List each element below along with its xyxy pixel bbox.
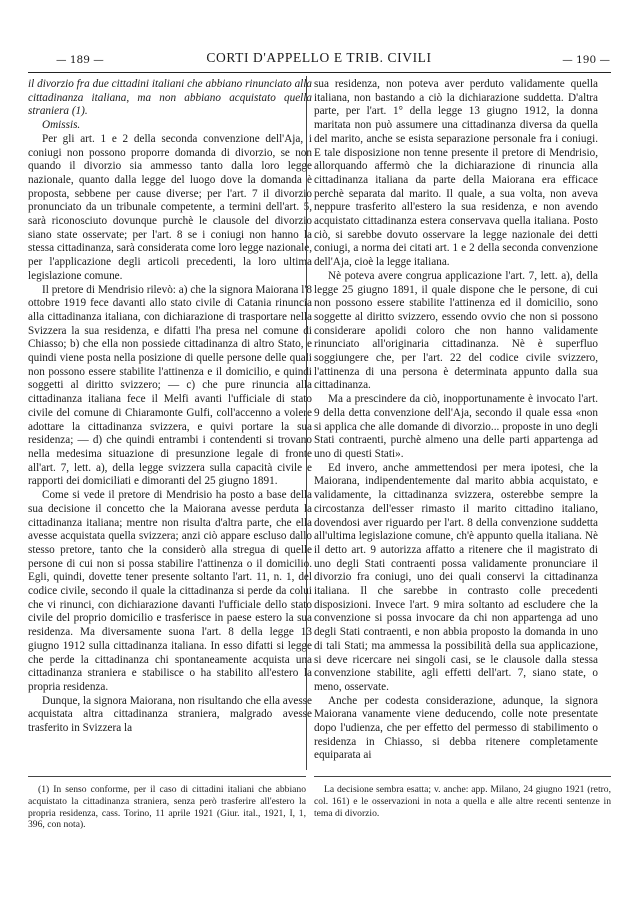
footnote-rule-right bbox=[314, 776, 611, 777]
paragraph: sua residenza, non poteva aver perduto validamente quella italiana, non bastando a ciò la dichiarazione suddetta. D'altra parte, per l'art. 1° della legge 13 giugno 1912, la donna maritata non può assumere una cittadinanza diversa da quella del marito, anche se esista separazione personale fra i coniugi. E tale disposizione non tenne presente il pretore di Mendrisio, allorquando affermò che la dichiarazione di rinuncia alla cittadinanza italiana da parte della Maiorana era efficace perchè separata dal marito. Il quale, a sua volta, non aveva neppure trasferito all'estero la sua residenza, e non avendo acquistato cittadinanza estera conservava quella italiana. Posto ciò, si sarebbe dovuto osservare la legge nazionale dei detti coniugi, a norma dei citati art. 1 e 2 della seconda convenzione dell'Aja, cioè la legge italiana. bbox=[314, 78, 598, 269]
left-column bbox=[28, 78, 312, 758]
paragraph: Per gli art. 1 e 2 della seconda convenzione dell'Aja, i coniugi non possono proporre domanda di divorzio, se non quando il divorzio sia ammesso tanto dalla loro legge nazionale, quanto dalla legge del luogo dove la domanda è proposta, sebbene per cause diverse; per l'art. 7 il divorzio pronunciato da un tribunale competente, a termini dell'art. 5, sarà riconosciuto dovunque purchè le clausole del divorzio siano state osservate; per l'art. 8 se i coniugi non hanno la stessa cittadinanza, sarà considerata come loro legge nazionale, per l'applicazione degli articoli precedenti, la loro ultima legislazione comune. bbox=[28, 132, 312, 282]
running-title: CORTI D'APPELLO E TRIB. CIVILI bbox=[206, 50, 432, 65]
paragraph: Anche per codesta considerazione, adunque, la signora Maiorana vanamente viene deducendo, colle note presentate dopo l'udienza, che per effetto del permesso di stabilimento o residenza in Chiasso, si debba ritenere completamente equiparata ai bbox=[314, 694, 598, 762]
page-number-right: — 190 — bbox=[562, 54, 610, 66]
header-rule bbox=[28, 72, 611, 73]
right-column bbox=[314, 78, 598, 762]
footnote-right bbox=[314, 784, 611, 819]
omissis: Omissis. bbox=[42, 119, 81, 132]
paragraph: Come si vede il pretore di Mendrisio ha posto a base della sua decisione il concetto che la Maiorana avesse perduta la cittadinanza italiana; mentre non risulta d'altra parte, che ella avesse acquistata quella svizzera; anzi ciò appare escluso dallo stesso pretore, tanto che la considerò alla stregua di quelle persone di cui non si possa stabilire l'attinenza o il domicilio. Egli, quindi, dovette tener presente soltanto l'art. 11, n. 1, del codice civile, secondo il quale la cittadinanza si perde da colui che vi rinunci, con dichiarazione davanti l'ufficiale dello stato civile del proprio domicilio e trasferisce in paese estero la sua residenza. Ma diversamente suona l'art. 8 della legge 13 giugno 1912 sulla cittadinanza italiana. In esso difatti si legge che perde la cittadinanza chi spontaneamente acquista una cittadinanza straniera e stabilisce o ha stabilito all'estero la propria residenza. bbox=[28, 489, 312, 693]
maxim-ending: il divorzio fra due cittadini italiani che abbiano rinunciato alla cittadinanza italiana, ma non abbiano acquistato quella straniera (1). bbox=[28, 78, 312, 118]
footnote-text: La decisione sembra esatta; v. anche: app. Milano, 24 giugno 1921 (retro, col. 161) e le osservazioni in nota a quella e alle altre recenti sentenze in tema di divorzio. bbox=[314, 784, 611, 819]
paragraph: Nè poteva avere congrua applicazione l'art. 7, lett. a), della legge 25 giugno 1891, il quale dispone che le persone, di cui non possono essere stabilite l'attinenza ed il domicilio, sono soggette al diritto svizzero, essendo ovvio che non si possono considerare apolidi coloro che non hanno validamente rinunciato all'originaria cittadinanza. Nè è superfluo soggiungere che, per l'art. 22 del codice civile svizzero, l'attinenza di una persona è determinata appunto dalla sua cittadinanza. bbox=[314, 269, 598, 392]
paragraph: Ma a prescindere da ciò, inopportunamente è invocato l'art. 9 della detta convenzione dell'Aja, secondo il quale essa «non si applica che alle domande di divorzio... proposte in uno degli Stati contraenti, purchè almeno una delle parti appartenga ad uno di questi Stati». bbox=[314, 393, 598, 460]
paragraph: Ed invero, anche ammettendosi per mera ipotesi, che la Maiorana, indipendentemente dal marito abbia acquistato, e validamente, la cittadinanza svizzera, osterebbe sempre la circostanza dell'esser rimasto il marito cittadino italiano, dovendosi aver riguardo per l'art. 8 della convenzione suddetta all'ultima legislazione comune, ch'è appunto quella italiana. Nè il detto art. 9 autorizza affatto a ritenere che il magistrato di uno degli Stati contraenti possa validamente pronunciare il divorzio fra coniugi, uno dei quali conservi la cittadinanza italiana. Il che sarebbe in contrasto colle precedenti disposizioni. Invece l'art. 9 mira soltanto ad escludere che la convenzione si possa invocare da chi non appartenga ad uno degli Stati contraenti, e non abbia proposto la domanda in uno di tali Stati; ma ammessa la possibilità della sua applicazione, si deve ricercare nei singoli casi, se le clausole dalla stessa convenzione stabilite, agli effetti dell'art. 7, siano state, o meno, osservate. bbox=[314, 461, 598, 693]
running-header bbox=[28, 50, 610, 72]
footnote-text: (1) In senso conforme, per il caso di cittadini italiani che abbiano acquistato la cittadinanza straniera, senza però trasferire all'estero la propria residenza, cass. Torino, 11 aprile 1921 (Giur. ital., 1921, I, 1, 396, con nota). bbox=[28, 784, 306, 831]
footnote-rule-left bbox=[28, 776, 306, 777]
paragraph: Dunque, la signora Maiorana, non risultando che ella avesse acquistata altra cittadinanza straniera, malgrado avesse trasferito in Svizzera la bbox=[28, 694, 312, 735]
page-number-left: — 189 — bbox=[56, 54, 104, 66]
paragraph: Il pretore di Mendrisio rilevò: a) che la signora Maiorana l'8 ottobre 1919 fece davanti allo stato civile di Catania rinuncia alla cittadinanza italiana, con dichiarazione di trasportare nella Svizzera la sua residenza, e difatti l'ha presa nel comune di Chiasso; b) che ella non possiede cittadinanza di altro Stato, e quindi viene posta nella posizione di quelle persone delle quali non possono essere stabilite l'attinenza e il domicilio, e quindi soggetti al diritto svizzero; — c) che pure rinuncia alla cittadinanza italiana fece il Melfi avanti l'ufficiale di stato civile del comune di Chiaramonte Gulfi, coll'accenno a volere adottare la cittadinanza svizzera, e quivi portare la sua residenza; — d) che quindi entrambi i contendenti si trovano nella medesima situazione di presunzione legale di fronte all'art. 7, lett. a), della legge svizzera sulla capacità civile e rapporti dei domiciliati e dimoranti del 25 giugno 1891. bbox=[28, 283, 312, 488]
column-divider bbox=[306, 76, 307, 770]
footnote-left bbox=[28, 784, 306, 831]
